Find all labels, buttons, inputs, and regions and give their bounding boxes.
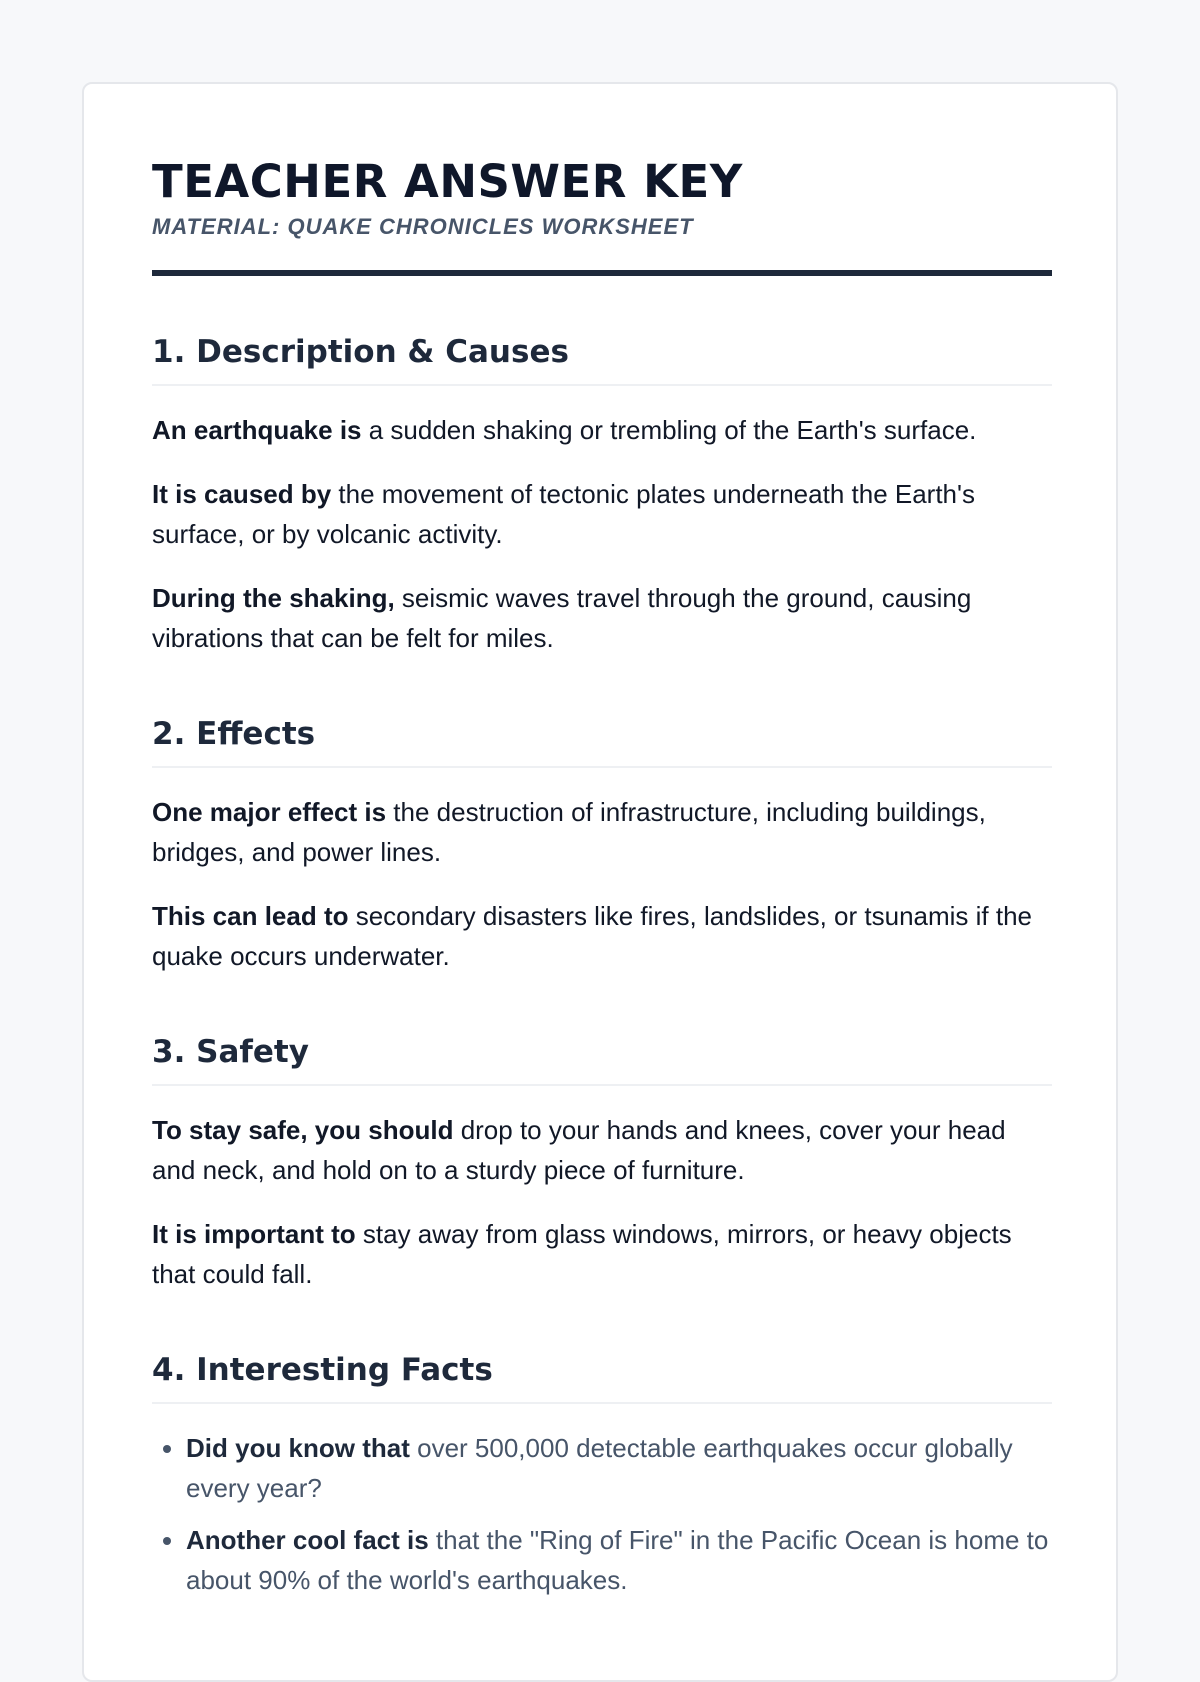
answer-lead: An earthquake is xyxy=(152,415,362,445)
fact-lead: Another cool fact is xyxy=(186,1525,429,1555)
section-heading: 4. Interesting Facts xyxy=(152,1350,1052,1404)
fact-item xyxy=(186,1428,1052,1508)
answer-line xyxy=(152,578,1052,658)
fact-item xyxy=(186,1520,1052,1600)
answer-line xyxy=(152,1214,1052,1294)
section-heading: 3. Safety xyxy=(152,1032,1052,1086)
answer-lead: One major effect is xyxy=(152,797,387,827)
answer-key-card xyxy=(82,82,1118,1682)
answer-text: seismic waves travel through the ground, causing vibrations that can be felt for miles. xyxy=(152,583,972,653)
page-title: TEACHER ANSWER KEY xyxy=(152,155,743,208)
facts-list xyxy=(152,1428,1052,1600)
answer-lead: It is caused by xyxy=(152,479,332,509)
answer-lead: It is important to xyxy=(152,1219,356,1249)
answer-key-content xyxy=(152,156,1052,1612)
section-description-causes xyxy=(152,332,1052,658)
fact-text: over 500,000 detectable earthquakes occur globally every year? xyxy=(186,1433,1013,1503)
answer-text: the destruction of infrastructure, including buildings, bridges, and power lines. xyxy=(152,797,986,867)
section-heading: 2. Effects xyxy=(152,714,1052,768)
answer-lead: During the shaking, xyxy=(152,583,395,613)
answer-lead: To stay safe, you should xyxy=(152,1115,454,1145)
fact-lead: Did you know that xyxy=(186,1433,410,1463)
title-divider xyxy=(152,270,1052,276)
answer-line xyxy=(152,792,1052,872)
answer-line xyxy=(152,474,1052,554)
answer-text: the movement of tectonic plates underneath the Earth's surface, or by volcanic activity. xyxy=(152,479,975,549)
section-effects xyxy=(152,714,1052,976)
page-subtitle: MATERIAL: QUAKE CHRONICLES WORKSHEET xyxy=(152,214,694,239)
section-safety xyxy=(152,1032,1052,1294)
section-interesting-facts xyxy=(152,1350,1052,1600)
section-heading: 1. Description & Causes xyxy=(152,332,1052,386)
answer-line xyxy=(152,1110,1052,1190)
answer-line xyxy=(152,410,1052,450)
answer-text: drop to your hands and knees, cover your head and neck, and hold on to a sturdy piece of furniture. xyxy=(152,1115,1006,1185)
answer-line xyxy=(152,896,1052,976)
fact-text: that the "Ring of Fire" in the Pacific Ocean is home to about 90% of the world's earthquakes. xyxy=(186,1525,1049,1595)
answer-lead: This can lead to xyxy=(152,901,349,931)
answer-text: secondary disasters like fires, landslides, or tsunamis if the quake occurs underwater. xyxy=(152,901,1033,971)
answer-text: stay away from glass windows, mirrors, or heavy objects that could fall. xyxy=(152,1219,1012,1289)
answer-text: a sudden shaking or trembling of the Earth's surface. xyxy=(361,415,977,445)
